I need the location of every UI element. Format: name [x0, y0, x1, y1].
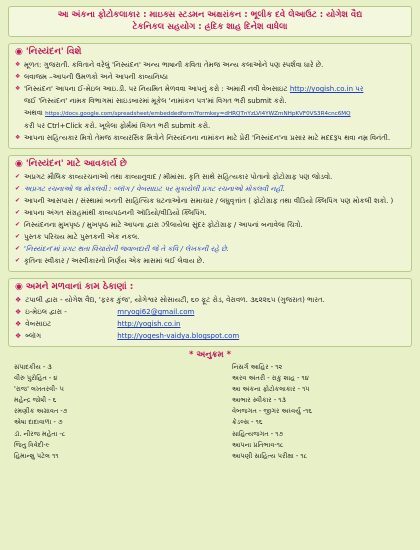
- credits-line-2: ટેકનિકલ સહયોગ : હ્રદિક શાહ દિનેશ વાધેલા: [132, 22, 288, 32]
- toc-item[interactable]: વીરુ પુરોહિત - ૪: [14, 374, 58, 383]
- website-link[interactable]: http://yogish.co.in: [117, 320, 181, 328]
- list-item: જઈ 'નિસ્યંદન' નામક વિભાગમાં સાઇડબારમાં મૂકેલ 'નામાંકન પત્ર'માં વિગત ભરી submit કરો.: [24, 97, 287, 105]
- toc-item[interactable]: મહેન્દ્ર જોષી - ૬: [14, 396, 57, 405]
- bullet-icon: ❖: [15, 73, 21, 80]
- contact-row-blog: ❖ બ્લૉગ http://yogesh-vaidya.blogspot.com: [15, 332, 240, 340]
- check-icon: ✔: [15, 209, 21, 216]
- toc-item[interactable]: એષા દાદાવાળા - ૭: [14, 418, 63, 427]
- list-item: ✔ કૃતિના સ્વીકાર / અસ્વીકારનો નિર્ણય એક માસમાં લઈ લેવાય છે.: [15, 257, 205, 265]
- toc-item[interactable]: વેબજગત - જીગર અધ્વર્યુ -૧૬: [232, 407, 313, 416]
- submit-list: [15, 171, 405, 267]
- list-item: ✔ અપ્રગટ મૌલિક કાવ્યરચનાઓ તથા કાવ્યાનુવાદ / મીમાંસા. કૃતિ સાથે સહિત્યકાર પોતાનો ફોટોગ્રાફ પણ જોડવો.: [15, 173, 333, 181]
- toc-item[interactable]: 'રાજ' લખતરવી- ૫: [14, 385, 64, 394]
- toc-item[interactable]: આ અંકના ફોટોકલાકાર - ૧૫: [232, 385, 310, 394]
- list-item: ❖ મૂળત: ગુજરાતી. કવિતાને વરેલું 'નિસ્યંદન' અન્ય ભાષાની કવિતા તેમજ અન્ય કલાઓને પણ સ્પર્શવા ધારે છે.: [15, 61, 324, 69]
- toc-item[interactable]: ડૉ. નીરજ મહેતા -૮: [14, 429, 66, 438]
- list-item: ✔ આપની આસપાસ / સંસ્થામાં બનતી સાહિત્યિક ઘટનાઓના સમાચાર / લઘુવૃત્તાંત ( ફોટોગ્રાફ તથા વીડિયો ક્લિપિંગ પણ મોકલી શકો. ): [15, 197, 394, 205]
- list-item: ❖ આપના સહિત્યકાર મિત્રો તેમજ કાવ્યરસિક મિત્રોને નિસ્યંદનના નામાંકન માટે પ્રેરી 'નિસ્યંદન'ના પ્રસાર માટે મદદરૂપ થવા નમ્ર વિનંતી.: [15, 134, 391, 142]
- toc-item[interactable]: નિસર્ગ આહિર - ૧૨: [232, 363, 283, 371]
- about-heading-text: 'નિસ્યંદન' વિશે: [25, 47, 82, 57]
- list-item: ✔ નિસ્યંદનના મુખપૃષ્ઠ / મુખપૃષ્ઠ માટે આપના દ્વારા ઝીલાયેલા સુંદર ફોટોગ્રાફ / આપનાં બનાવેલા ચિત્રો.: [15, 221, 303, 229]
- list-item: કરી પર Ctrl+Click કરો. ખૂલેલા ફોર્મમાં વિગત ભરી submit કરો.: [24, 122, 211, 130]
- credits-box: [8, 6, 412, 37]
- contact-row-website: ❖ વેબસાઇટ http://yogish.co.in: [15, 320, 181, 328]
- toc-item[interactable]: આપના પ્રતિભાવ-૧૮: [232, 440, 284, 449]
- credits-line-1: આ અંકના ફોટોકલાકાર : માઇક્સ સ્ટડમન અક્ષરાંકન : ભૂલીક દવે લેઆઉટ : યોગેશ વૈદ્ય: [57, 10, 363, 20]
- toc-item[interactable]: હિમાન્શુ પટેલ ૧૧: [14, 451, 59, 460]
- list-item: ✔ આપના અંગત સંગ્રહમાંથી કાવ્યપઠનની ઑડિયો/વીડિયો ક્લિપિંગ.: [15, 209, 207, 217]
- bullet-icon: ❖: [15, 134, 21, 141]
- check-icon: ✔: [15, 245, 21, 252]
- check-icon: ✔: [15, 173, 21, 180]
- toc-item[interactable]: આપણી સાહિત્ય પરીક્ષા - ૧૮: [232, 451, 308, 460]
- page: [8, 6, 412, 462]
- list-item: ✔ અપ્રગટ રચનાઓ જ મોકલવી : બ્લૉગ / વેબસાઇટ પર મુકાયેલી પ્રગટ રચનાઓ મોકલવી નહીં.: [15, 185, 285, 193]
- bullet-icon: ❖: [15, 61, 21, 68]
- check-icon: ✔: [15, 221, 21, 228]
- circle-bullet-icon: ◉: [15, 47, 23, 57]
- bullet-icon: ❖: [15, 308, 22, 316]
- contact-row-post: ❖ ટપાલી દ્વારા - યોગેશ વૈદ્ય, 'ફરક કુંજ', યોગેશ્વર સોસાયટી, ૬૦ ફૂટ રોડ, વેરાવળ. ૩૬૨૨૬૫ (ગુજરાત) ભારત.: [15, 296, 325, 304]
- submit-section: [8, 155, 412, 272]
- table-of-contents: [8, 362, 412, 462]
- bullet-icon: ❖: [15, 332, 22, 340]
- about-list: [15, 59, 405, 144]
- form-link[interactable]: https://docs.google.com/spreadsheet/embeddedform?formkey=dHRQTnYzLVl4YWZmNHpKVF0VS3R4cnc6MQ: [45, 111, 351, 117]
- check-icon: ✔: [15, 185, 21, 192]
- bullet-icon: ❖: [15, 320, 22, 328]
- toc-right-column: [232, 362, 412, 462]
- toc-item[interactable]: સંપાદકીય - ૩: [14, 363, 52, 371]
- circle-bullet-icon: ◉: [15, 159, 23, 169]
- contact-heading: [15, 282, 405, 292]
- submit-heading: [15, 159, 405, 169]
- toc-left-column: [8, 362, 194, 462]
- toc-item[interactable]: ક્રેડલ્સ - ૧૬: [232, 418, 263, 427]
- circle-bullet-icon: ◉: [15, 282, 23, 292]
- check-icon: ✔: [15, 233, 21, 240]
- blog-link[interactable]: http://yogesh-vaidya.blogspot.com: [117, 332, 240, 340]
- submit-heading-text: 'નિસ્યંદન' માટે આવકાર્ય છે: [25, 159, 127, 169]
- bullet-icon: ❖: [15, 85, 21, 92]
- list-item: ❖ 'નિસ્યંદન' આપના ઈ-મેઇલ આઇ.ડી. પર નિયમિત મેળવવા આપનું કરો : અમારી નવી વેબસાઇટ http://yogish.co.in પર: [15, 85, 364, 93]
- email-link[interactable]: mryogi62@gmail.com: [117, 308, 195, 316]
- contact-row-email: ❖ ઇ-મેઇલ દ્વારા - mryogi62@gmail.com: [15, 308, 195, 316]
- toc-item[interactable]: રમણીક અગ્રાવત -૭: [14, 407, 68, 416]
- list-item: ✔ પુસ્તક પરિચય માટે પુસ્તકની એક નકલ.: [15, 233, 140, 241]
- toc-title: * અનુક્રમ *: [188, 350, 232, 360]
- toc-item[interactable]: અરવ અંતરી - રાકુ શાહ - ૧૪: [232, 374, 309, 383]
- check-icon: ✔: [15, 257, 21, 264]
- about-section: [8, 43, 412, 149]
- bullet-icon: ❖: [15, 296, 22, 304]
- website-link[interactable]: http://yogish.co.in પર: [289, 85, 364, 93]
- list-item: ✔ 'નિસ્યંદન'માં પ્રગટ થતા વિચારોની જવાબદારી જે તે કવિ / લેખકની રહે છે.: [15, 245, 229, 253]
- list-item: અથવા https://docs.google.com/spreadsheet/embeddedform?formkey=dHRQTnYzLVl4YWZmNHpKVF0VS3R4cnc6MQ: [24, 109, 351, 117]
- toc-item[interactable]: જિતુ ત્રિવેદી-૯: [14, 440, 50, 449]
- about-heading: [15, 47, 405, 57]
- contact-section: [8, 278, 412, 347]
- check-icon: ✔: [15, 197, 21, 204]
- contact-heading-text: અમને મળવાનાં કામ ઠેકાણાં :: [25, 282, 134, 292]
- toc-item[interactable]: સાહિત્યજગત - ૧૭: [232, 429, 284, 438]
- toc-item[interactable]: આભાર સ્વીકાર - ૧૩: [232, 396, 286, 405]
- list-item: ❖ લવાજમ –આપની ઉમળકો અને આપની કાવ્યનિષ્ઠા: [15, 73, 168, 81]
